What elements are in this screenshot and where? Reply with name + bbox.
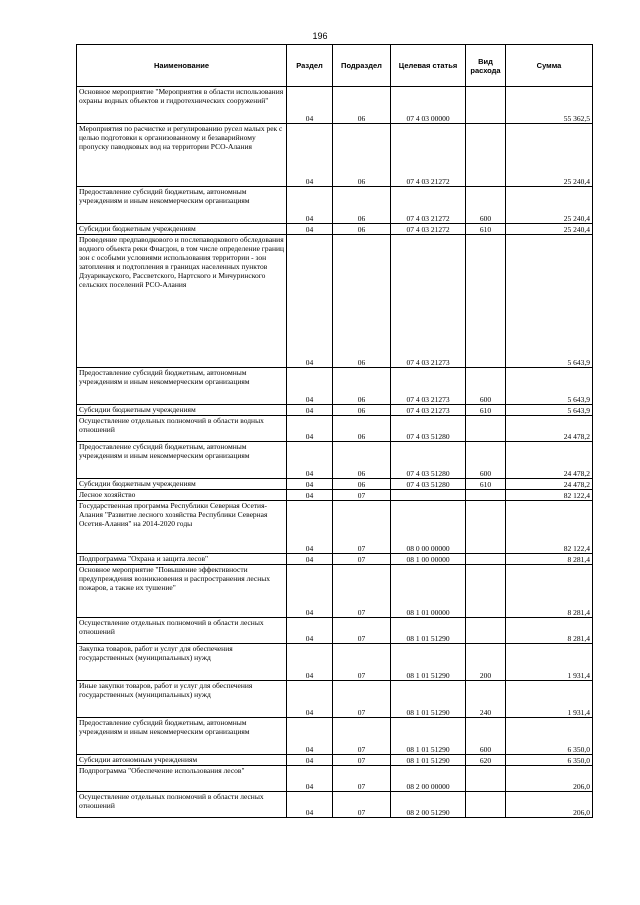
row-name: Предоставление субсидий бюджетным, автономным учреждениям и иным некоммерческим организациям <box>77 368 287 405</box>
table-row <box>77 755 593 766</box>
row-article: 07 4 03 21272 <box>391 187 466 224</box>
row-article: 07 4 03 21273 <box>391 368 466 405</box>
row-article: 07 4 03 51280 <box>391 442 466 479</box>
row-amount: 82 122,4 <box>506 501 593 554</box>
row-expense-type <box>466 87 506 124</box>
table-row <box>77 368 593 405</box>
row-section: 04 <box>287 187 333 224</box>
row-expense-type: 610 <box>466 405 506 416</box>
row-amount: 25 240,4 <box>506 224 593 235</box>
row-name: Мероприятия по расчистке и регулированию русел малых рек с целью подготовки к организованному и безаварийному пропуску паводковых вод на территории РСО-Алания <box>77 124 287 187</box>
row-article: 07 4 03 21272 <box>391 224 466 235</box>
row-article: 07 4 03 21273 <box>391 405 466 416</box>
row-article: 07 4 03 51280 <box>391 479 466 490</box>
row-amount: 25 240,4 <box>506 124 593 187</box>
header-target-article: Целевая статья <box>391 45 466 87</box>
row-amount: 5 643,9 <box>506 405 593 416</box>
row-expense-type <box>466 416 506 442</box>
table-row <box>77 479 593 490</box>
page-number: 196 <box>312 31 328 41</box>
table-row <box>77 565 593 618</box>
row-expense-type: 240 <box>466 681 506 718</box>
row-name: Предоставление субсидий бюджетным, автономным учреждениям и иным некоммерческим организациям <box>77 442 287 479</box>
table-row <box>77 681 593 718</box>
row-amount: 5 643,9 <box>506 368 593 405</box>
row-name: Осуществление отдельных полномочий в области лесных отношений <box>77 792 287 818</box>
row-amount: 6 350,0 <box>506 718 593 755</box>
table-row <box>77 490 593 501</box>
row-subsection: 06 <box>333 479 391 490</box>
table-row <box>77 766 593 792</box>
row-subsection: 07 <box>333 766 391 792</box>
row-name: Основное мероприятие "Повышение эффективности предупреждения возникновения и распространения лесных пожаров, а также их тушение" <box>77 565 287 618</box>
row-name: Субсидии бюджетным учреждениям <box>77 479 287 490</box>
header-name: Наименование <box>77 45 287 87</box>
row-section: 04 <box>287 235 333 368</box>
row-subsection: 07 <box>333 681 391 718</box>
row-section: 04 <box>287 224 333 235</box>
table-row <box>77 618 593 644</box>
row-subsection: 06 <box>333 124 391 187</box>
row-article: 08 1 01 51290 <box>391 755 466 766</box>
row-article: 07 4 03 21273 <box>391 235 466 368</box>
row-amount: 1 931,4 <box>506 644 593 681</box>
row-section: 04 <box>287 554 333 565</box>
row-section: 04 <box>287 681 333 718</box>
table-row <box>77 792 593 818</box>
row-amount: 82 122,4 <box>506 490 593 501</box>
row-section: 04 <box>287 479 333 490</box>
row-article: 08 1 01 51290 <box>391 618 466 644</box>
row-subsection: 06 <box>333 405 391 416</box>
row-amount: 24 478,2 <box>506 479 593 490</box>
table-row <box>77 442 593 479</box>
row-article: 08 1 01 51290 <box>391 718 466 755</box>
row-section: 04 <box>287 87 333 124</box>
row-article: 07 4 03 21272 <box>391 124 466 187</box>
row-section: 04 <box>287 490 333 501</box>
row-name: Предоставление субсидий бюджетным, автономным учреждениям и иным некоммерческим организациям <box>77 187 287 224</box>
table-row <box>77 644 593 681</box>
table-header-row <box>77 45 593 87</box>
row-expense-type: 600 <box>466 442 506 479</box>
row-expense-type <box>466 554 506 565</box>
row-article: 08 2 00 00000 <box>391 766 466 792</box>
row-expense-type: 600 <box>466 187 506 224</box>
table-row <box>77 187 593 224</box>
row-section: 04 <box>287 442 333 479</box>
table-row <box>77 501 593 554</box>
row-expense-type: 600 <box>466 718 506 755</box>
row-amount: 8 281,4 <box>506 554 593 565</box>
row-name: Подпрограмма "Обеспечение использования лесов" <box>77 766 287 792</box>
row-section: 04 <box>287 792 333 818</box>
row-amount: 1 931,4 <box>506 681 593 718</box>
row-section: 04 <box>287 644 333 681</box>
row-name: Осуществление отдельных полномочий в области лесных отношений <box>77 618 287 644</box>
row-article: 08 1 01 51290 <box>391 681 466 718</box>
row-name: Основное мероприятие "Мероприятия в области использования охраны водных объектов и гидротехнических сооружений" <box>77 87 287 124</box>
row-subsection: 07 <box>333 490 391 501</box>
row-subsection: 07 <box>333 755 391 766</box>
row-name: Субсидии автономным учреждениям <box>77 755 287 766</box>
row-section: 04 <box>287 755 333 766</box>
row-expense-type <box>466 766 506 792</box>
row-article: 08 1 01 51290 <box>391 644 466 681</box>
row-expense-type <box>466 565 506 618</box>
row-name: Лесное хозяйство <box>77 490 287 501</box>
table-row <box>77 554 593 565</box>
budget-table <box>76 44 593 818</box>
row-subsection: 06 <box>333 368 391 405</box>
row-subsection: 07 <box>333 618 391 644</box>
row-expense-type <box>466 792 506 818</box>
table-body <box>77 87 593 818</box>
row-name: Субсидии бюджетным учреждениям <box>77 224 287 235</box>
row-expense-type <box>466 490 506 501</box>
row-subsection: 07 <box>333 792 391 818</box>
header-amount: Сумма <box>506 45 593 87</box>
row-amount: 8 281,4 <box>506 565 593 618</box>
row-article: 07 4 03 00000 <box>391 87 466 124</box>
row-name: Закупка товаров, работ и услуг для обеспечения государственных (муниципальных) нужд <box>77 644 287 681</box>
row-expense-type <box>466 618 506 644</box>
row-amount: 206,0 <box>506 766 593 792</box>
row-amount: 8 281,4 <box>506 618 593 644</box>
row-article: 08 2 00 51290 <box>391 792 466 818</box>
header-expense-type: Вид расхода <box>466 45 506 87</box>
header-subsection: Подраздел <box>333 45 391 87</box>
row-subsection: 06 <box>333 235 391 368</box>
row-expense-type <box>466 235 506 368</box>
row-subsection: 07 <box>333 644 391 681</box>
row-name: Подпрограмма "Охрана и защита лесов" <box>77 554 287 565</box>
row-amount: 25 240,4 <box>506 187 593 224</box>
row-name: Проведение предпаводкового и послепаводкового обследования водного объекта реки Фиагдон, в том числе определение границ зон с особыми условиями использования территории - зон затопления и подтопления в границах населенных пунктов Дзуарикауского, Рассветского, Нартского и Мичуринского сельских поселений РСО-Алания <box>77 235 287 368</box>
row-subsection: 07 <box>333 565 391 618</box>
row-amount: 5 643,9 <box>506 235 593 368</box>
table-row <box>77 416 593 442</box>
row-article: 08 1 01 00000 <box>391 565 466 618</box>
row-section: 04 <box>287 368 333 405</box>
row-expense-type: 600 <box>466 368 506 405</box>
row-expense-type: 200 <box>466 644 506 681</box>
row-amount: 55 362,5 <box>506 87 593 124</box>
row-article: 07 4 03 51280 <box>391 416 466 442</box>
row-section: 04 <box>287 124 333 187</box>
row-name: Государственная программа Республики Северная Осетия-Алания "Развитие лесного хозяйства Республики Северная Осетия-Алания" на 2014-2020 годы <box>77 501 287 554</box>
row-amount: 24 478,2 <box>506 416 593 442</box>
row-name: Предоставление субсидий бюджетным, автономным учреждениям и иным некоммерческим организациям <box>77 718 287 755</box>
row-subsection: 06 <box>333 224 391 235</box>
row-subsection: 07 <box>333 718 391 755</box>
table-row <box>77 87 593 124</box>
row-section: 04 <box>287 405 333 416</box>
row-subsection: 06 <box>333 187 391 224</box>
row-subsection: 07 <box>333 554 391 565</box>
table-row <box>77 124 593 187</box>
table-row <box>77 224 593 235</box>
row-section: 04 <box>287 618 333 644</box>
table-row <box>77 235 593 368</box>
row-amount: 6 350,0 <box>506 755 593 766</box>
row-section: 04 <box>287 501 333 554</box>
row-article: 08 1 00 00000 <box>391 554 466 565</box>
row-article <box>391 490 466 501</box>
row-section: 04 <box>287 565 333 618</box>
row-subsection: 06 <box>333 442 391 479</box>
row-article: 08 0 00 00000 <box>391 501 466 554</box>
row-subsection: 07 <box>333 501 391 554</box>
row-section: 04 <box>287 718 333 755</box>
table-row <box>77 718 593 755</box>
row-expense-type <box>466 501 506 554</box>
row-name: Субсидии бюджетным учреждениям <box>77 405 287 416</box>
row-section: 04 <box>287 766 333 792</box>
table-row <box>77 405 593 416</box>
row-name: Иные закупки товаров, работ и услуг для обеспечения государственных (муниципальных) нужд <box>77 681 287 718</box>
row-expense-type <box>466 124 506 187</box>
row-section: 04 <box>287 416 333 442</box>
row-amount: 206,0 <box>506 792 593 818</box>
row-expense-type: 620 <box>466 755 506 766</box>
header-section: Раздел <box>287 45 333 87</box>
row-expense-type: 610 <box>466 479 506 490</box>
row-subsection: 06 <box>333 416 391 442</box>
row-expense-type: 610 <box>466 224 506 235</box>
row-name: Осуществление отдельных полномочий в области водных отношений <box>77 416 287 442</box>
row-subsection: 06 <box>333 87 391 124</box>
row-amount: 24 478,2 <box>506 442 593 479</box>
